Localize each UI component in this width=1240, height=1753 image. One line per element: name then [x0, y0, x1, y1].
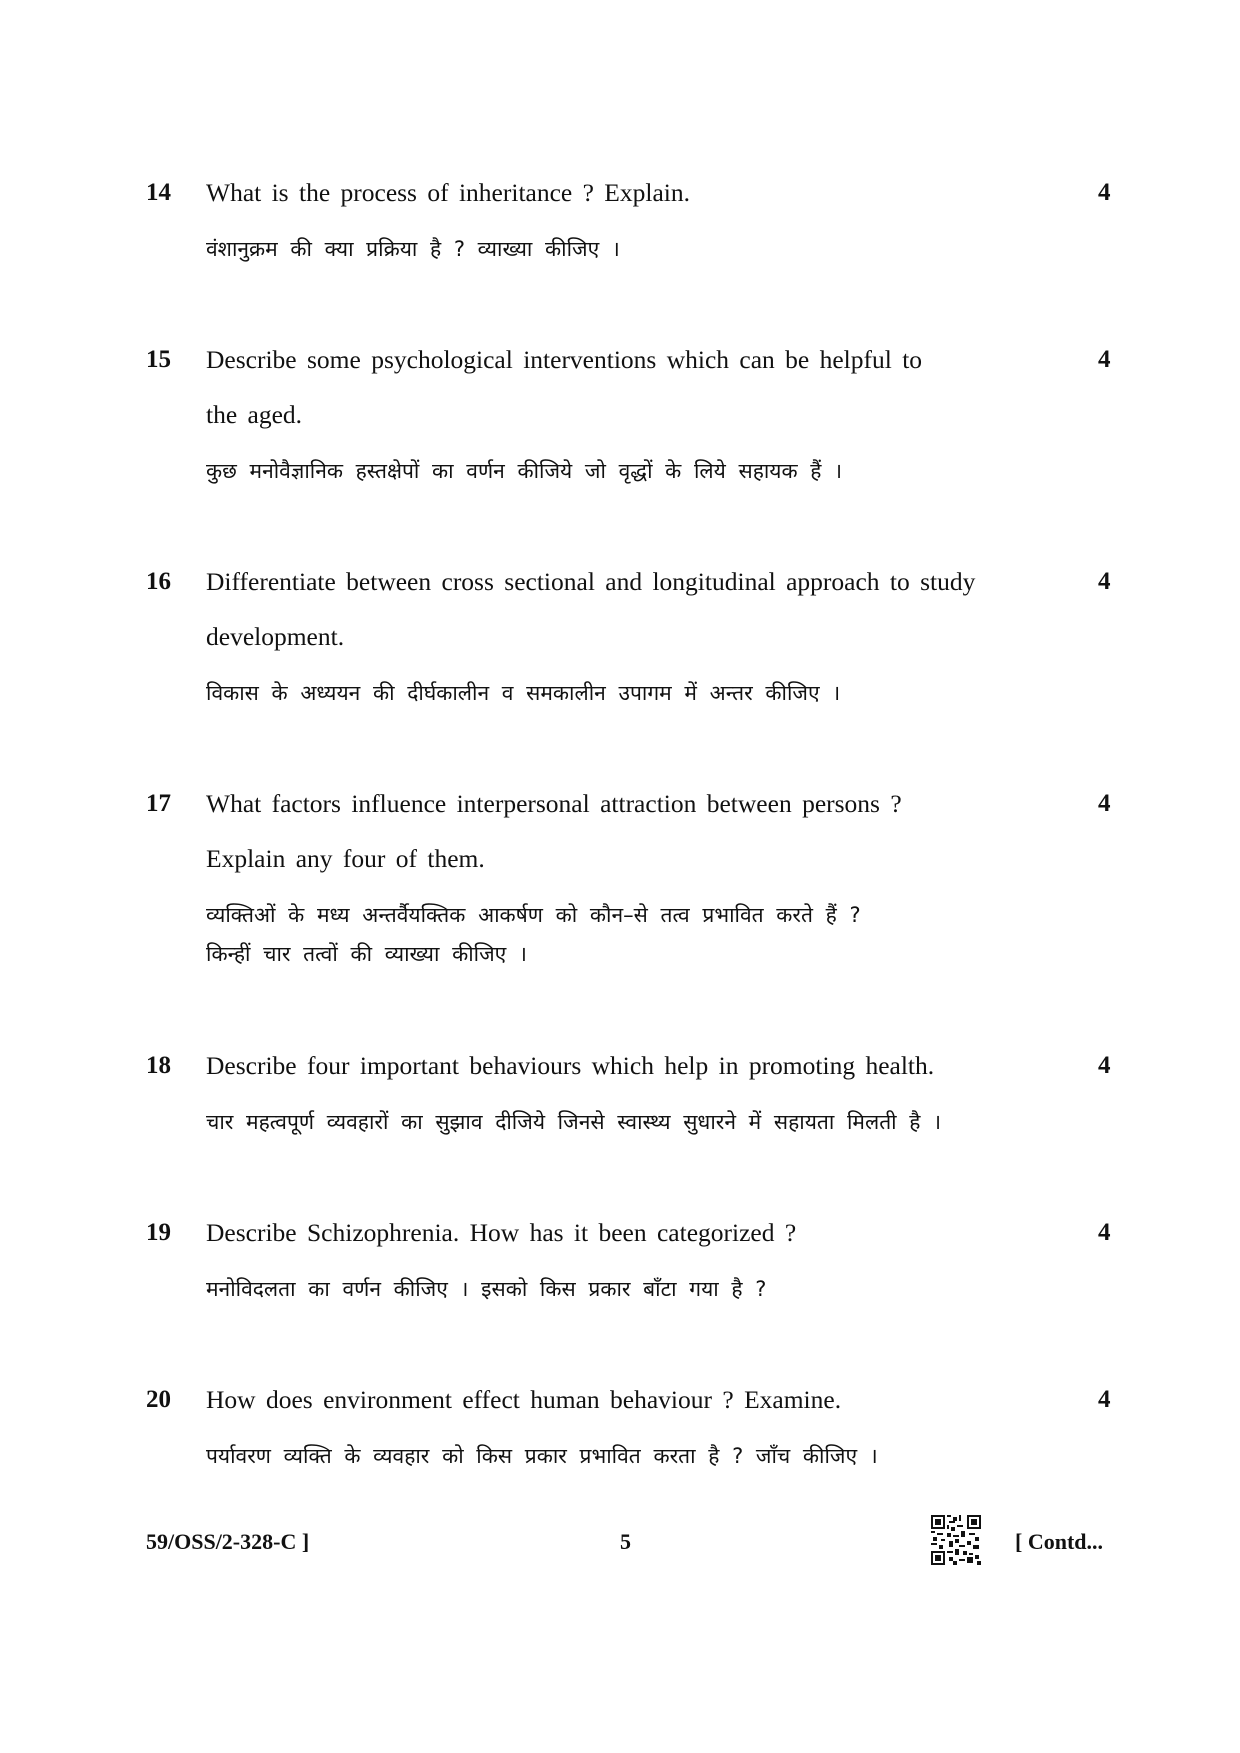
question-marks: 4	[1098, 179, 1111, 206]
question-text-en: Describe some psychological interventions which can be helpful to	[206, 345, 923, 374]
question-text-hi: विकास के अध्ययन की दीर्घकालीन व समकालीन उपागम में अन्तर कीजिए ।	[206, 681, 841, 705]
question-number: 14	[146, 179, 171, 206]
question-number: 20	[146, 1386, 171, 1413]
question-text-en: What is the process of inheritance ? Explain.	[206, 178, 690, 207]
question-text-en: Differentiate between cross sectional and longitudinal approach to study	[206, 567, 976, 596]
question-marks: 4	[1098, 1052, 1111, 1079]
question-marks: 4	[1098, 568, 1111, 595]
question-text-en: Describe four important behaviours which help in promoting health.	[206, 1051, 935, 1080]
question-number: 15	[146, 346, 171, 373]
question-text-hi: मनोविदलता का वर्णन कीजिए । इसको किस प्रकार बाँटा गया है ?	[206, 1277, 767, 1301]
question-marks: 4	[1098, 790, 1111, 817]
question-text-hi: व्यक्तिओं के मध्य अन्तर्वैयक्तिक आकर्षण को कौन–से तत्व प्रभावित करते हैं ?	[206, 903, 861, 927]
question-number: 17	[146, 790, 171, 817]
question-text-en: How does environment effect human behaviour ? Examine.	[206, 1385, 842, 1414]
page-number: 5	[620, 1529, 631, 1554]
question-text-hi: पर्यावरण व्यक्ति के व्यवहार को किस प्रकार प्रभावित करता है ? जाँच कीजिए ।	[206, 1444, 878, 1468]
question-text-hi: चार महत्वपूर्ण व्यवहारों का सुझाव दीजिये जिनसे स्वास्थ्य सुधारने में सहायता मिलती है ।	[206, 1110, 942, 1134]
question-number: 18	[146, 1052, 171, 1079]
question-marks: 4	[1098, 346, 1111, 373]
question-text-en: What factors influence interpersonal attraction between persons ?	[206, 789, 902, 818]
question-text-hi: कुछ मनोवैज्ञानिक हस्तक्षेपों का वर्णन कीजिये जो वृद्धों के लिये सहायक हैं ।	[206, 459, 843, 483]
question-text-en: Describe Schizophrenia. How has it been categorized ?	[206, 1218, 797, 1247]
question-text-hi: वंशानुक्रम की क्या प्रक्रिया है ? व्याख्या कीजिए ।	[206, 237, 620, 261]
question-text-hi-continued: किन्हीं चार तत्वों की व्याख्या कीजिए ।	[206, 942, 527, 966]
qr-code-icon	[931, 1515, 981, 1565]
question-number: 16	[146, 568, 171, 595]
paper-code: 59/OSS/2-328-C ]	[146, 1529, 310, 1554]
question-marks: 4	[1098, 1386, 1111, 1413]
question-text-en-continued: the aged.	[206, 400, 303, 429]
continued-label: [ Contd...	[1015, 1529, 1104, 1554]
question-text-en-continued: development.	[206, 622, 345, 651]
question-marks: 4	[1098, 1219, 1111, 1246]
question-number: 19	[146, 1219, 171, 1246]
question-text-en-continued: Explain any four of them.	[206, 844, 485, 873]
